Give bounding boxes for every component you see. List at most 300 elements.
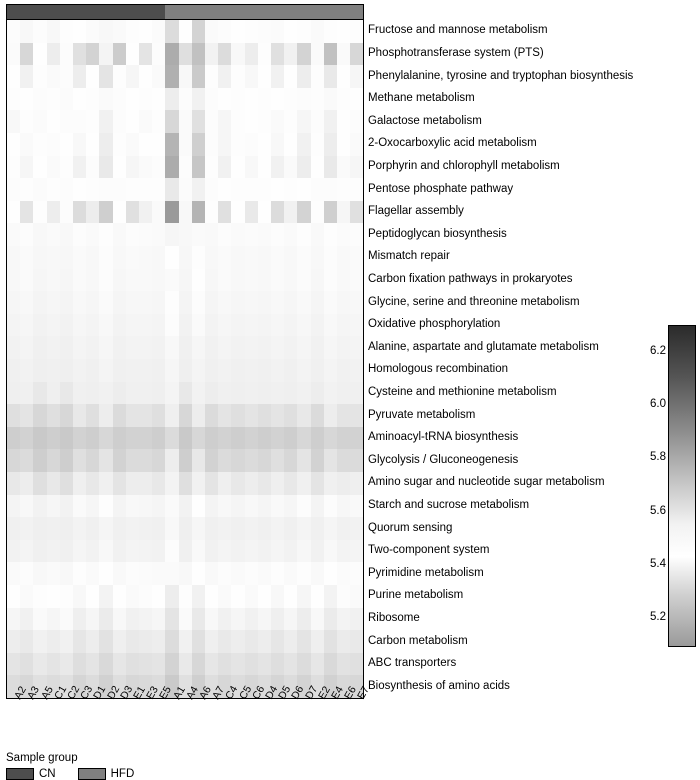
heatmap-cell	[297, 291, 310, 314]
heatmap-cell	[324, 585, 337, 608]
heatmap-cell	[218, 291, 231, 314]
heatmap-cell	[33, 314, 46, 337]
heatmap-cell	[218, 653, 231, 676]
heatmap-cell	[139, 178, 152, 201]
column-label: D7	[302, 683, 320, 702]
heatmap-cell	[179, 133, 192, 156]
heatmap-cell	[99, 291, 112, 314]
heatmap-cell	[165, 110, 178, 133]
heatmap-cell	[218, 201, 231, 224]
row-label: 2-Oxocarboxylic acid metabolism	[368, 137, 537, 150]
heatmap-cell	[47, 336, 60, 359]
heatmap-cell	[192, 404, 205, 427]
heatmap-cell	[139, 291, 152, 314]
heatmap-cell	[311, 269, 324, 292]
heatmap-cell	[337, 540, 350, 563]
heatmap-cell	[165, 449, 178, 472]
heatmap-cell	[152, 269, 165, 292]
heatmap-cell	[245, 88, 258, 111]
heatmap-cell	[231, 201, 244, 224]
heatmap-cell	[139, 382, 152, 405]
heatmap-cell	[284, 585, 297, 608]
heatmap-cell	[47, 178, 60, 201]
heatmap-cell	[245, 585, 258, 608]
heatmap-cell	[20, 110, 33, 133]
heatmap-cell	[297, 20, 310, 43]
heatmap-cell	[60, 449, 73, 472]
heatmap-cell	[218, 517, 231, 540]
heatmap-cell	[205, 156, 218, 179]
heatmap-cell	[60, 540, 73, 563]
heatmap-cell	[297, 336, 310, 359]
heatmap-cell	[99, 427, 112, 450]
heatmap-cell	[152, 43, 165, 66]
heatmap-cell	[297, 223, 310, 246]
heatmap-cell	[258, 427, 271, 450]
heatmap-cell	[86, 630, 99, 653]
heatmap-cell	[86, 88, 99, 111]
heatmap-cell	[86, 156, 99, 179]
heatmap-cell	[192, 65, 205, 88]
column-label: A1	[170, 684, 188, 702]
heatmap-cell	[7, 653, 20, 676]
heatmap-cell	[192, 427, 205, 450]
heatmap-cell	[20, 336, 33, 359]
heatmap-cell	[99, 20, 112, 43]
heatmap-cell	[86, 223, 99, 246]
heatmap-cell	[47, 246, 60, 269]
heatmap-cell	[60, 336, 73, 359]
heatmap-cell	[337, 517, 350, 540]
heatmap-cell	[337, 201, 350, 224]
heatmap-cell	[205, 382, 218, 405]
heatmap-cell	[152, 585, 165, 608]
heatmap-cell	[20, 608, 33, 631]
heatmap-cell	[337, 43, 350, 66]
heatmap-cell	[86, 201, 99, 224]
heatmap-cell	[73, 178, 86, 201]
heatmap-cell	[47, 43, 60, 66]
heatmap-cell	[139, 314, 152, 337]
heatmap-cell	[99, 223, 112, 246]
row-label: Pyrimidine metabolism	[368, 566, 484, 579]
heatmap-cell	[245, 562, 258, 585]
heatmap-cell	[113, 178, 126, 201]
heatmap-cell	[99, 314, 112, 337]
heatmap-cell	[311, 585, 324, 608]
heatmap-cell	[192, 653, 205, 676]
heatmap-cell	[60, 359, 73, 382]
heatmap-cell	[7, 449, 20, 472]
heatmap-cell	[33, 43, 46, 66]
heatmap-cell	[33, 178, 46, 201]
heatmap-cell	[231, 156, 244, 179]
heatmap-cell	[86, 449, 99, 472]
row-label: ABC transporters	[368, 657, 457, 670]
heatmap-cell	[297, 110, 310, 133]
heatmap-cell	[60, 20, 73, 43]
heatmap-cell	[113, 630, 126, 653]
heatmap-cell	[192, 540, 205, 563]
heatmap-cell	[350, 20, 363, 43]
heatmap-cell	[311, 314, 324, 337]
heatmap-cell	[205, 20, 218, 43]
heatmap-cell	[60, 43, 73, 66]
heatmap-cell	[297, 269, 310, 292]
heatmap-cell	[73, 269, 86, 292]
heatmap-cell	[245, 314, 258, 337]
heatmap-cell	[33, 472, 46, 495]
heatmap-cell	[139, 223, 152, 246]
row-label: Alanine, aspartate and glutamate metabolism	[368, 340, 599, 353]
heatmap-cell	[113, 472, 126, 495]
row-label: Cysteine and methionine metabolism	[368, 385, 557, 398]
heatmap-cell	[139, 65, 152, 88]
column-label: E5	[157, 684, 175, 702]
heatmap-cell	[231, 585, 244, 608]
heatmap-cell	[311, 201, 324, 224]
heatmap-cell	[152, 223, 165, 246]
heatmap-cell	[20, 178, 33, 201]
heatmap-cell	[192, 178, 205, 201]
heatmap-cell	[311, 20, 324, 43]
heatmap-cell	[324, 43, 337, 66]
heatmap-cell	[258, 472, 271, 495]
heatmap-cell	[205, 449, 218, 472]
heatmap-cell	[218, 178, 231, 201]
heatmap-cell	[350, 201, 363, 224]
heatmap-cell	[86, 43, 99, 66]
heatmap-cell	[73, 630, 86, 653]
heatmap-cell	[60, 269, 73, 292]
heatmap-cell	[20, 43, 33, 66]
heatmap-cell	[33, 156, 46, 179]
heatmap-cell	[73, 65, 86, 88]
heatmap-cell	[179, 336, 192, 359]
heatmap-cell	[126, 201, 139, 224]
heatmap-cell	[73, 517, 86, 540]
heatmap-cell	[7, 269, 20, 292]
heatmap-cell	[258, 178, 271, 201]
heatmap-cell	[245, 449, 258, 472]
heatmap-cell	[179, 540, 192, 563]
heatmap-cell	[271, 133, 284, 156]
row-label: Peptidoglycan biosynthesis	[368, 227, 507, 240]
heatmap-cell	[350, 630, 363, 653]
heatmap-cell	[218, 630, 231, 653]
heatmap-cell	[33, 291, 46, 314]
heatmap-cell	[324, 427, 337, 450]
heatmap-cell	[179, 404, 192, 427]
heatmap-cell	[179, 359, 192, 382]
heatmap-cell	[126, 630, 139, 653]
heatmap-cell	[7, 43, 20, 66]
heatmap-cell	[73, 88, 86, 111]
heatmap-cell	[73, 562, 86, 585]
column-label: A5	[38, 684, 56, 702]
heatmap-cell	[165, 291, 178, 314]
row-label: Quorum sensing	[368, 521, 453, 534]
heatmap-cell	[218, 608, 231, 631]
heatmap-cell	[179, 608, 192, 631]
heatmap-cell	[86, 404, 99, 427]
heatmap-cell	[47, 156, 60, 179]
heatmap-cell	[350, 585, 363, 608]
heatmap-cell	[86, 427, 99, 450]
heatmap-cell	[99, 585, 112, 608]
colorbar-tick-label: 5.8	[650, 451, 666, 464]
heatmap-cell	[126, 110, 139, 133]
heatmap-cell	[284, 314, 297, 337]
heatmap-cell	[284, 269, 297, 292]
heatmap-cell	[231, 472, 244, 495]
heatmap-cell	[311, 517, 324, 540]
heatmap-cell	[205, 495, 218, 518]
heatmap-cell	[152, 427, 165, 450]
heatmap-cell	[192, 585, 205, 608]
row-label: Glycine, serine and threonine metabolism	[368, 295, 580, 308]
heatmap-cell	[99, 133, 112, 156]
heatmap-cell	[258, 653, 271, 676]
heatmap-cell	[297, 449, 310, 472]
heatmap-cell	[245, 336, 258, 359]
heatmap-cell	[324, 20, 337, 43]
heatmap-cell	[20, 314, 33, 337]
row-label: Ribosome	[368, 611, 420, 624]
heatmap-cell	[337, 653, 350, 676]
heatmap-cell	[337, 156, 350, 179]
heatmap-cell	[126, 178, 139, 201]
heatmap-cell	[192, 359, 205, 382]
heatmap-cell	[33, 517, 46, 540]
heatmap-cell	[73, 359, 86, 382]
heatmap-cell	[324, 223, 337, 246]
heatmap-cell	[231, 110, 244, 133]
heatmap-cell	[165, 156, 178, 179]
heatmap-cell	[165, 314, 178, 337]
heatmap-cell	[324, 314, 337, 337]
heatmap-cell	[284, 495, 297, 518]
column-label: A4	[183, 684, 201, 702]
heatmap-cell	[86, 472, 99, 495]
heatmap-cell	[350, 540, 363, 563]
heatmap-cell	[165, 20, 178, 43]
heatmap-cell	[337, 178, 350, 201]
heatmap-cell	[337, 449, 350, 472]
heatmap-cell	[86, 495, 99, 518]
heatmap-cell	[192, 314, 205, 337]
heatmap-cell	[297, 540, 310, 563]
heatmap-cell	[271, 653, 284, 676]
heatmap-cell	[311, 630, 324, 653]
heatmap-cell	[7, 291, 20, 314]
heatmap-cell	[152, 201, 165, 224]
heatmap-cell	[284, 608, 297, 631]
heatmap-cell	[205, 427, 218, 450]
heatmap-cell	[284, 630, 297, 653]
heatmap-cell	[47, 201, 60, 224]
heatmap-cell	[165, 540, 178, 563]
heatmap-cell	[350, 404, 363, 427]
heatmap-cell	[7, 110, 20, 133]
heatmap-cell	[179, 88, 192, 111]
heatmap-cell	[33, 336, 46, 359]
heatmap-cell	[139, 43, 152, 66]
heatmap-cell	[33, 382, 46, 405]
heatmap-cell	[258, 156, 271, 179]
heatmap-cell	[139, 404, 152, 427]
heatmap-cell	[231, 20, 244, 43]
heatmap-cell	[245, 359, 258, 382]
heatmap-cell	[165, 359, 178, 382]
heatmap-cell	[271, 65, 284, 88]
heatmap-cell	[205, 178, 218, 201]
heatmap-cell	[126, 88, 139, 111]
heatmap-cell	[86, 336, 99, 359]
heatmap-cell	[73, 223, 86, 246]
heatmap-cell	[297, 495, 310, 518]
heatmap-cell	[271, 88, 284, 111]
heatmap-cell	[297, 585, 310, 608]
heatmap-cell	[73, 585, 86, 608]
heatmap-cell	[218, 495, 231, 518]
heatmap-cell	[192, 223, 205, 246]
heatmap-cell	[99, 404, 112, 427]
heatmap-cell	[324, 65, 337, 88]
heatmap-cell	[297, 382, 310, 405]
heatmap-cell	[73, 20, 86, 43]
heatmap-cell	[7, 20, 20, 43]
heatmap-cell	[324, 404, 337, 427]
heatmap-cell	[245, 608, 258, 631]
heatmap-cell	[139, 517, 152, 540]
heatmap-cell	[245, 495, 258, 518]
heatmap-cell	[139, 110, 152, 133]
heatmap-cell	[165, 382, 178, 405]
heatmap-cell	[205, 246, 218, 269]
heatmap-cell	[7, 517, 20, 540]
heatmap-cell	[165, 404, 178, 427]
heatmap-cell	[350, 43, 363, 66]
heatmap-cell	[337, 562, 350, 585]
heatmap-cell	[47, 608, 60, 631]
heatmap-cell	[60, 517, 73, 540]
heatmap-cell	[245, 20, 258, 43]
heatmap-cell	[297, 178, 310, 201]
heatmap-cell	[33, 495, 46, 518]
heatmap-cell	[113, 314, 126, 337]
heatmap-cell	[33, 404, 46, 427]
heatmap-cell	[86, 269, 99, 292]
heatmap-cell	[126, 269, 139, 292]
heatmap-cell	[337, 427, 350, 450]
heatmap-cell	[86, 133, 99, 156]
heatmap-cell	[165, 201, 178, 224]
legend-item-cn	[6, 768, 56, 780]
heatmap-cell	[218, 359, 231, 382]
heatmap-cell	[258, 291, 271, 314]
heatmap-cell	[152, 653, 165, 676]
heatmap-cell	[311, 88, 324, 111]
heatmap-cell	[113, 20, 126, 43]
heatmap-cell	[297, 562, 310, 585]
heatmap-cell	[245, 223, 258, 246]
heatmap-cell	[20, 20, 33, 43]
heatmap-cell	[20, 427, 33, 450]
heatmap-cell	[33, 427, 46, 450]
heatmap-cell	[350, 133, 363, 156]
heatmap-cell	[20, 223, 33, 246]
heatmap-cell	[231, 65, 244, 88]
heatmap-cell	[60, 427, 73, 450]
heatmap-cell	[297, 608, 310, 631]
heatmap-cell	[20, 133, 33, 156]
heatmap-cell	[7, 427, 20, 450]
heatmap-cell	[324, 562, 337, 585]
heatmap-cell	[139, 608, 152, 631]
heatmap-cell	[179, 223, 192, 246]
heatmap-cell	[20, 201, 33, 224]
heatmap-cell	[126, 133, 139, 156]
heatmap-cell	[231, 449, 244, 472]
heatmap-cell	[297, 43, 310, 66]
heatmap-cell	[139, 495, 152, 518]
heatmap-cell	[218, 540, 231, 563]
heatmap-cell	[297, 88, 310, 111]
heatmap-cell	[350, 608, 363, 631]
row-label: Porphyrin and chlorophyll metabolism	[368, 159, 560, 172]
heatmap-cell	[284, 223, 297, 246]
heatmap-cell	[192, 110, 205, 133]
row-label: Two-component system	[368, 544, 490, 557]
group-segment-cn	[7, 5, 165, 19]
column-label: E4	[329, 684, 346, 702]
heatmap-cell	[271, 517, 284, 540]
heatmap-cell	[47, 585, 60, 608]
heatmap-cell	[284, 404, 297, 427]
heatmap-cell	[258, 314, 271, 337]
heatmap-cell	[311, 427, 324, 450]
heatmap-cell	[311, 223, 324, 246]
heatmap-cell	[350, 110, 363, 133]
heatmap-cell	[258, 449, 271, 472]
heatmap-cell	[113, 156, 126, 179]
heatmap-cell	[20, 88, 33, 111]
row-label: Phosphotransferase system (PTS)	[368, 46, 544, 59]
group-segment-hfd	[165, 5, 363, 19]
row-label: Glycolysis / Gluconeogenesis	[368, 453, 519, 466]
heatmap-cell	[60, 653, 73, 676]
heatmap-cell	[139, 359, 152, 382]
heatmap-cell	[258, 20, 271, 43]
heatmap-cell	[20, 449, 33, 472]
heatmap-cell	[7, 88, 20, 111]
heatmap-cell	[152, 630, 165, 653]
heatmap-cell	[99, 359, 112, 382]
heatmap-cell	[284, 653, 297, 676]
heatmap-cell	[20, 585, 33, 608]
heatmap-cell	[152, 246, 165, 269]
heatmap-cell	[113, 223, 126, 246]
heatmap-cell	[20, 291, 33, 314]
heatmap-cell	[7, 178, 20, 201]
heatmap-cell	[126, 43, 139, 66]
heatmap-cell	[165, 336, 178, 359]
heatmap-cell	[311, 495, 324, 518]
heatmap-cell	[60, 178, 73, 201]
heatmap-cell	[152, 178, 165, 201]
heatmap-cell	[350, 427, 363, 450]
